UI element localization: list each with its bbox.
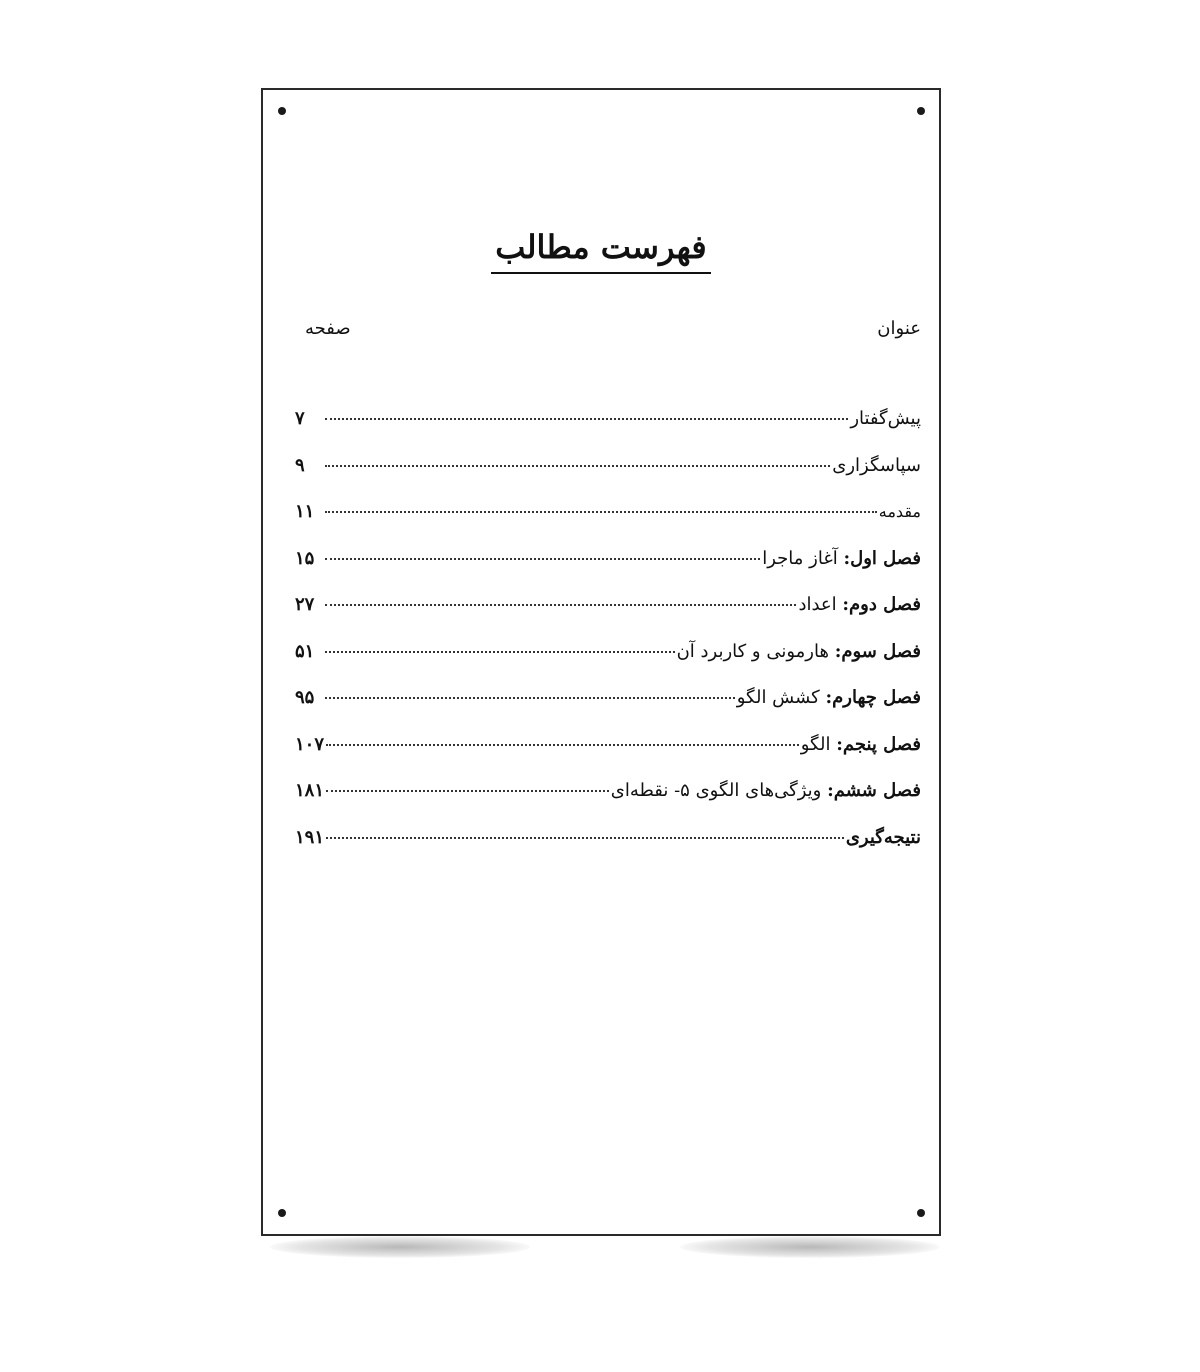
toc-page-number: ۱۱ [295,501,315,522]
toc-leader-dots [325,511,877,513]
toc-page-number: ۹ [295,454,305,476]
toc-page-number: ۷ [295,408,305,429]
page-title-text: فهرست مطالب [491,228,710,274]
column-header-page: صفحه [305,318,351,339]
toc-entry [295,594,921,641]
toc-leader-dots [325,697,735,699]
toc-page-number: ۱۹۱ [295,826,325,848]
toc-entry [295,408,921,455]
table-of-contents [295,408,921,873]
page-shadow-right [680,1236,940,1258]
binding-hole-icon [917,1209,925,1217]
toc-entry [295,827,921,874]
toc-entry [295,687,921,734]
toc-leader-dots [326,837,844,839]
toc-entry-title: فصل سوم: هارمونی و کاربرد آن [676,640,921,662]
toc-leader-dots [325,651,675,653]
toc-page-number: ۵۱ [295,640,315,662]
toc-entry-title: فصل پنجم: الگو [800,733,921,755]
toc-entry [295,780,921,827]
toc-entry-title: مقدمه [878,502,921,521]
toc-leader-dots [326,790,609,792]
toc-leader-dots [325,558,760,560]
binding-hole-icon [278,1209,286,1217]
toc-entry-title: نتیجه‌گیری [845,826,921,848]
toc-leader-dots [325,604,796,606]
binding-hole-icon [278,107,286,115]
toc-page-number: ۱۵ [295,547,315,569]
toc-leader-dots [325,465,830,467]
toc-entry-title: سپاسگزاری [832,454,921,476]
toc-page-number: ۹۵ [295,687,315,708]
toc-page-number: ۲۷ [295,594,315,615]
toc-entry-title: فصل ششم: ویژگی‌های الگوی ۵- نقطه‌ای [610,780,921,801]
page-title [263,228,939,274]
toc-entry [295,641,921,688]
toc-entry [295,548,921,595]
toc-entry-title: پیش‌گفتار [850,408,921,429]
toc-leader-dots [325,418,848,420]
binding-hole-icon [917,107,925,115]
toc-entry [295,501,921,548]
toc-page-number: ۱۰۷ [295,733,325,755]
toc-entry-title: فصل دوم: اعداد [798,594,921,615]
toc-entry-title: فصل چهارم: کشش الگو [736,687,921,708]
toc-page-number: ۱۸۱ [295,780,325,801]
toc-leader-dots [326,744,799,746]
toc-entry-title: فصل اول: آغاز ماجرا [762,547,921,569]
column-header-title: عنوان [877,318,921,339]
page-shadow-left [270,1236,530,1258]
toc-entry [295,455,921,502]
toc-entry [295,734,921,781]
document-page [261,88,941,1236]
